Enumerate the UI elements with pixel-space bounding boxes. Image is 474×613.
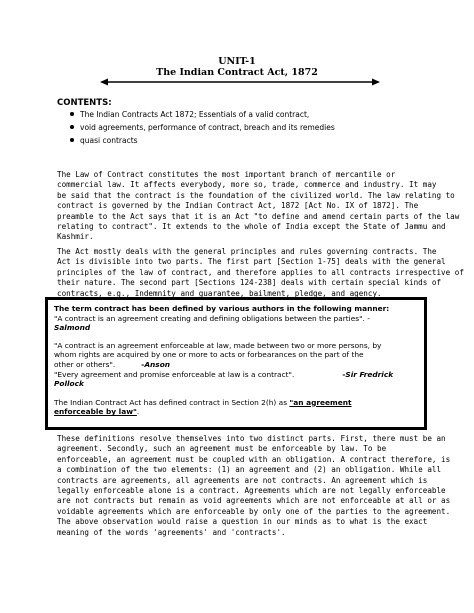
contents-heading: CONTENTS: [57, 98, 112, 108]
salmond-quote: "A contract is an agreement creating and defining obligations between the parties". - [54, 313, 370, 323]
anson-quote-line: "A contract is an agreement enforceable at law, made between two or more persons, by [54, 340, 382, 350]
unit-heading: UNIT-1 [218, 56, 256, 67]
box-heading: The term contract has been defined by various authors in the following manner: [54, 304, 390, 313]
bullet-icon [70, 112, 74, 116]
anson-quote-last: other or others". -Anson [54, 359, 171, 369]
intro-paragraph: The Law of Contract constitutes the most important branch of mercantile or commercial law. It affects everybody, more so, trade, commerce and industry. It may be said that the contract is the foundation of the civilized world. The law relating to contract is governed by the Indian Contract Act, 1872 [Act No. IX of 1872]. The preamble to the Act says that it is an Act "to define and amend certain parts of the law relating to contract". It extends to the whole of India except the State of Jammu and Kashmir. [57, 170, 460, 242]
analysis-paragraph: These definitions resolve themselves into two distinct parts. First, there must be an agreement. Secondly, such an agreement must be enforceable by law. To be enforceable, an agreement must be coupled with an obligation. A contract therefore, is a combination of the two elements: (1) an agreement and (2) an obligation. While all contracts are agreements, all agreements are not contracts. An agreement which is legally enforceable alone is a contract. Agreements which are not legally enforceable are not contracts but remain as void agreements which are not enforceable at all or as voidable agreements which are enforceable by only one of the parties to the agreement. The above observation would raise a question in our minds as to what is the exact meaning of the words 'agreements' and 'contracts'. [57, 434, 451, 537]
act-structure-paragraph: The Act mostly deals with the general principles and rules governing contracts. The Act is divisible into two parts. The first part [Section 1-75] deals with the general principles of the law of contract, and therefore applies to all contracts irrespective of their nature. The second part [Sections 124-238] deals with certain special kinds of contracts, e.g., Indemnity and guarantee, bailment, pledge, and agency. [57, 247, 464, 298]
title-arrow-rule [100, 77, 380, 87]
definitions-box [45, 297, 427, 430]
bullet-icon [70, 125, 74, 129]
document-title: The Indian Contract Act, 1872 [156, 67, 318, 78]
contents-list [60, 108, 335, 147]
salmond-author: Salmond [54, 323, 91, 333]
section-2h-definition-cont: enforceable by law". [54, 407, 140, 417]
section-2h-definition: The Indian Contract Act has defined contract in Section 2(h) as "an agreement [54, 397, 352, 407]
bullet-icon [70, 138, 74, 142]
anson-quote-line: whom rights are acquired by one or more to acts or forbearances on the part of the [54, 350, 364, 360]
pollock-quote: "Every agreement and promise enforceable at law is a contract". -Sir Fredrick [54, 369, 394, 379]
pollock-author: Pollock [54, 379, 84, 389]
list-item: void agreements, performance of contract, breach and its remedies [60, 121, 335, 134]
list-item: quasi contracts [60, 134, 335, 147]
list-item: The Indian Contracts Act 1872; Essentials of a valid contract, [60, 108, 335, 121]
